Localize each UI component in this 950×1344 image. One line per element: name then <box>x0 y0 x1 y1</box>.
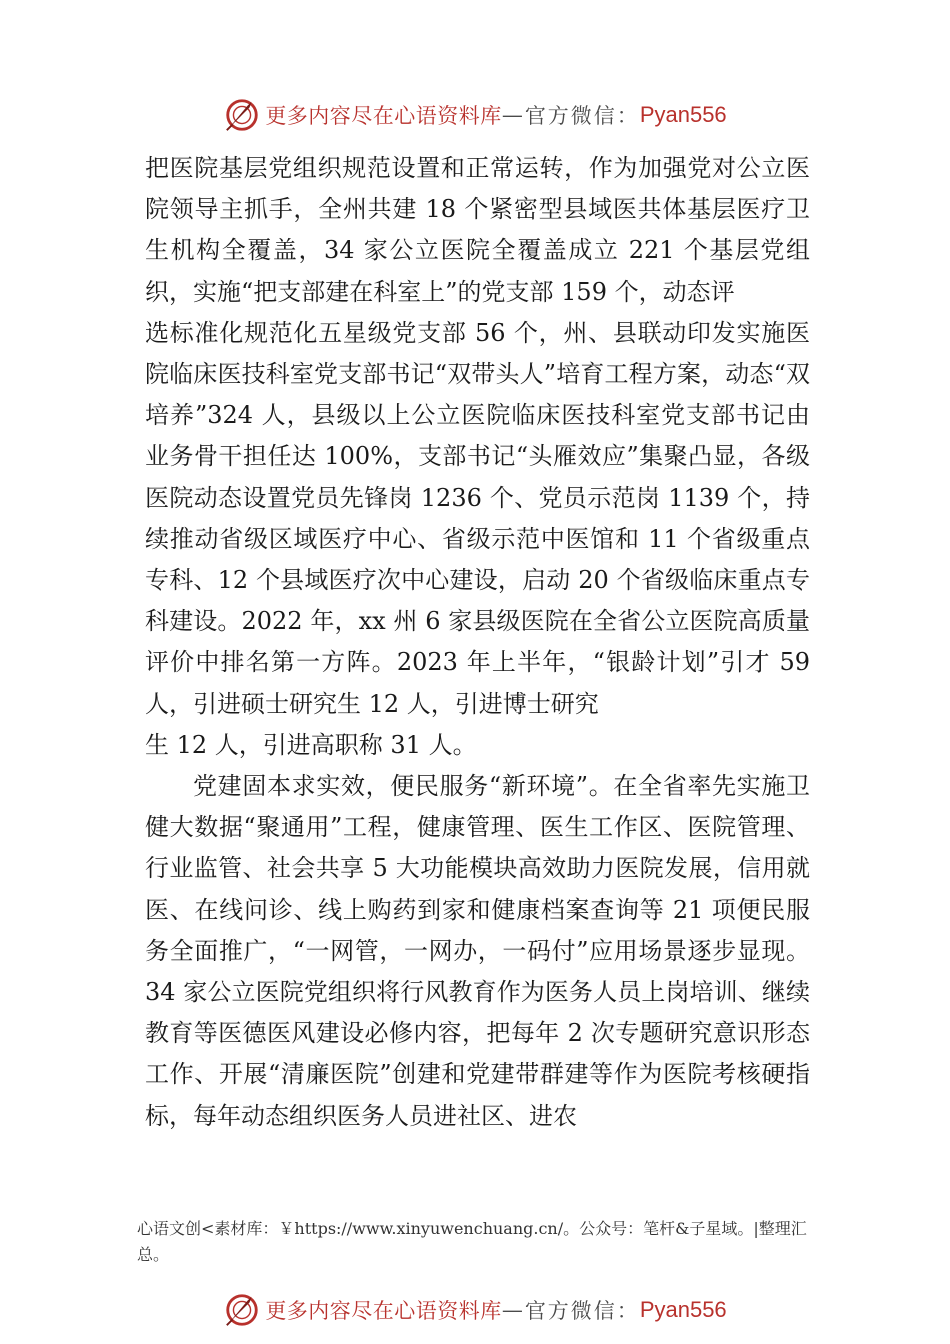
banner-wechat-label: 官方微信： <box>524 104 640 128</box>
source-note: 心语文创<素材库：￥https://www.xinyuwenchuang.cn/。公众号：笔杆&子星域。|整理汇总。 <box>137 1219 807 1264</box>
banner-title: 更多内容尽在心语资料库 <box>265 1299 502 1323</box>
bottom-banner <box>0 1290 950 1330</box>
paragraph-1: 把医院基层党组织规范设置和正常运转，作为加强党对公立医院领导主抓手，全州共建 18 个紧密型县域医共体基层医疗卫生机构全覆盖，34 家公立医院全覆盖成立 221 个基层党组织，实施“把支部建在科室上”的党支部 159 个，动态评 <box>145 154 810 306</box>
banner-wechat-label: 官方微信： <box>524 1299 640 1323</box>
paragraph-3: 生 12 人，引进高职称 31 人。 <box>145 730 477 759</box>
top-banner <box>0 95 950 135</box>
paragraph-4: 党建固本求实效，便民服务“新环境”。在全省率先实施卫健大数据“聚通用”工程，健康管理、医生工作区、医院管理、行业监管、社会共享 5 大功能模块高效助力医院发展，信用就医、在线问诊、线上购药到家和健康档案查询等 21 项便民服务全面推广，“一网管，一网办，一码付”应用场景逐步显现。34 家公立医院党组织将行风教育作为医务人员上岗培训、继续教育等医德医风建设必修内容，把每年 2 次专题研究意识形态工作、开展“清廉医院”创建和党建带群建等作为医院考核硬指标，每年动态组织医务人员进社区、进农 <box>145 772 810 1130</box>
quill-seal-icon <box>223 1291 261 1329</box>
banner-dash: — <box>501 1298 525 1322</box>
banner-title: 更多内容尽在心语资料库 <box>265 104 502 128</box>
banner-account: Pyan556 <box>639 102 727 127</box>
banner-account: Pyan556 <box>639 1297 727 1322</box>
document-body <box>145 148 810 1137</box>
banner-dash: — <box>501 103 525 127</box>
quill-seal-icon <box>223 96 261 134</box>
paragraph-2: 选标准化规范化五星级党支部 56 个，州、县联动印发实施医院临床医技科室党支部书记“双带头人”培育工程方案，动态“双培养”324 人，县级以上公立医院临床医技科室党支部书记由业务骨干担任达 100%，支部书记“头雁效应”集聚凸显，各级医院动态设置党员先锋岗 1236 个、党员示范岗 1139 个，持续推动省级区域医疗中心、省级示范中医馆和 11 个省级重点专科、12 个县域医疗次中心建设，启动 20 个省级临床重点专科建设。2022 年，xx 州 6 家县级医院在全省公立医院高质量评价中排名第一方阵。2023 年上半年，“银龄计划”引才 59 人，引进硕士研究生 12 人，引进博士研究 <box>145 318 810 718</box>
